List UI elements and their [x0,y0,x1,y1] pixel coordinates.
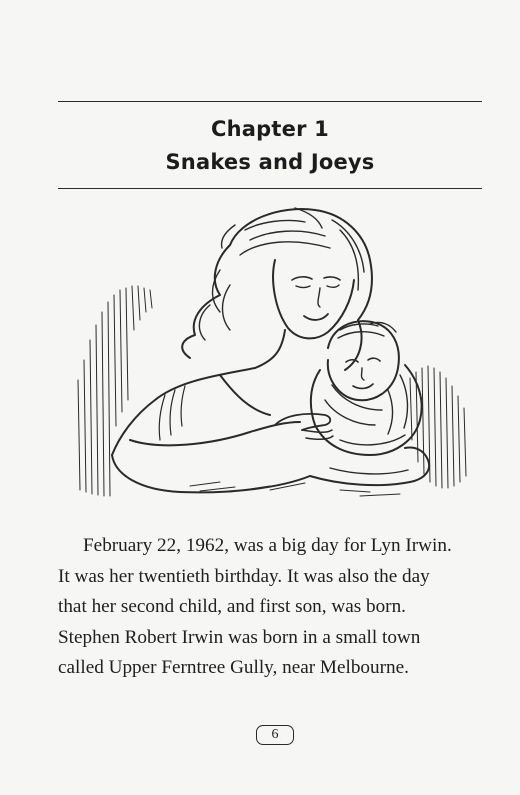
bottom-rule [58,188,482,189]
chapter-number: Chapter 1 [211,117,329,141]
body-paragraph [58,531,498,684]
top-rule [58,101,482,102]
chapter-title: Snakes and Joeys [165,150,375,174]
body-line: Stephen Robert Irwin was born in a small town [58,626,421,648]
page-number: 6 [256,725,294,745]
body-line: that her second child, and first son, was born. [58,596,406,617]
body-line: called Upper Ferntree Gully, near Melbourne. [58,657,409,678]
mother-holding-baby-illustration [70,200,470,510]
body-line: February 22, 1962, was a big day for Lyn Irwin. [83,535,452,556]
body-line: It was her twentieth birthday. It was also the day [58,565,430,587]
